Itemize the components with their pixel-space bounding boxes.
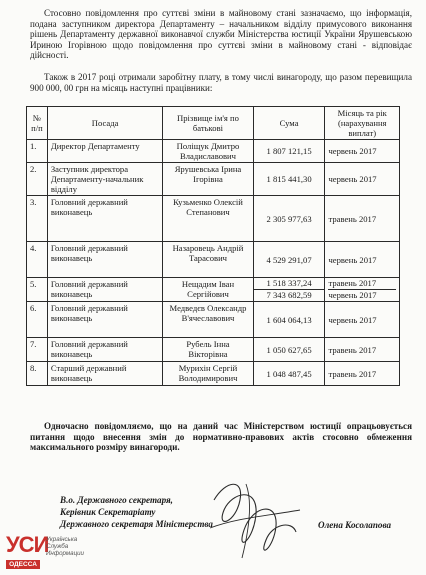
cell-position: Головний державний виконавець (47, 196, 163, 242)
cell-month: червень 2017 (325, 140, 400, 163)
cell-position: Головний державний виконавець (47, 242, 163, 278)
cell-month-split (325, 278, 400, 302)
table-header-row (27, 107, 400, 140)
cell-num: 3. (27, 196, 48, 242)
cell-num: 1. (27, 140, 48, 163)
cell-sum: 1 050 627,65 (253, 338, 325, 362)
cell-sum: 1 518 337,24 (254, 278, 325, 290)
logo-caption-line-1: Українська (46, 536, 78, 543)
table-row (27, 362, 400, 386)
header-position: Посада (47, 107, 163, 140)
logo-caption (46, 536, 84, 557)
logo-caption-line-3: Информации (46, 550, 84, 557)
salary-table (26, 106, 400, 386)
cell-sum: 1 807 121,15 (253, 140, 325, 163)
table-row (27, 338, 400, 362)
table-row (27, 163, 400, 196)
signatory-line-2: Керівник Секретаріату (60, 507, 156, 517)
header-num: № п/п (27, 107, 48, 140)
cell-name: Ярушевська Ірина Ігорівна (163, 163, 253, 196)
cell-num: 7. (27, 338, 48, 362)
cell-sum: 1 815 441,30 (253, 163, 325, 196)
cell-position: Заступник директора Департаменту-начальник відділу (47, 163, 163, 196)
cell-sum: 1 604 064,13 (253, 302, 325, 338)
cell-month: травень 2017 (325, 196, 400, 242)
intro-paragraph-2: Також в 2017 році отримали заробітну плату, в тому числі винагороду, що разом перевищила 900 000, 00 грн на місяць наступні працівники: (30, 72, 412, 93)
logo-city-badge: ОДЕССА (6, 560, 40, 569)
cell-position: Директор Департаменту (47, 140, 163, 163)
cell-name: Поліщук Дмитро Владиславович (163, 140, 253, 163)
cell-num: 6. (27, 302, 48, 338)
signer-name: Олена Косолапова (318, 520, 392, 530)
signatory-line-1: В.о. Державного секретаря, (60, 495, 173, 505)
cell-name: Рубель Інна Вікторівна (163, 338, 253, 362)
cell-sum: 2 305 977,63 (253, 196, 325, 242)
cell-name: Кузьменко Олексій Степанович (163, 196, 253, 242)
cell-num: 5. (27, 278, 48, 302)
cell-name: Медведєв Олександр В'ячеславович (163, 302, 253, 338)
cell-sum: 4 529 291,07 (253, 242, 325, 278)
header-sum: Сума (253, 107, 325, 140)
watermark-logo (2, 532, 92, 572)
cell-month: червень 2017 (325, 242, 400, 278)
table-row (27, 140, 400, 163)
cell-position: Головний державний виконавець (47, 338, 163, 362)
closing-paragraph: Одночасно повідомляємо, що на даний час Міністерством юстиції опрацьовується питання щодо внесення змін до нормативно-правових актів стосовно обмеження максимального розміру винагороди. (30, 421, 412, 453)
logo-caption-line-2: Служба (46, 543, 69, 550)
cell-month: травень 2017 (325, 338, 400, 362)
table-row (27, 242, 400, 278)
cell-month: травень 2017 (325, 362, 400, 386)
cell-position: Головний державний виконавець (47, 302, 163, 338)
cell-sum: 1 048 487,45 (253, 362, 325, 386)
logo-text: УСИ (6, 532, 49, 557)
cell-sum-split (253, 278, 325, 302)
cell-month: травень 2017 (328, 278, 396, 290)
cell-position: Старший державний виконавець (47, 362, 163, 386)
signatory-line-3: Державного секретаря Міністерства (60, 519, 213, 529)
cell-num: 4. (27, 242, 48, 278)
cell-num: 2. (27, 163, 48, 196)
cell-sum-2: 7 343 682,59 (266, 290, 312, 300)
cell-month: червень 2017 (325, 302, 400, 338)
cell-name: Мурихін Сергій Володимирович (163, 362, 253, 386)
table-row (27, 302, 400, 338)
header-month: Місяць та рік (нарахування виплат) (325, 107, 400, 140)
table-row (27, 196, 400, 242)
cell-position: Головний державний виконавець (47, 278, 163, 302)
intro-paragraph: Стосовно повідомлення про суттєві зміни в майновому стані зазначаємо, що інформація, подана заступником директора Департаменту – начальником відділу примусового виконання рішень Департаменту державної виконавчої служби Міністерства юстиції України Ярушевською Ириною Ігорівною щодо повідомлення про суттєві зміни в майновому стані - відповідає дійсності. (30, 8, 412, 61)
header-name: Прізвище ім'я по батькові (163, 107, 253, 140)
cell-name: Назаровець Андрій Тарасович (163, 242, 253, 278)
handwritten-signature (196, 470, 308, 566)
cell-name: Нещадим Іван Сергійович (163, 278, 253, 302)
cell-num: 8. (27, 362, 48, 386)
cell-month: червень 2017 (325, 163, 400, 196)
cell-month-2: червень 2017 (328, 290, 377, 300)
table-row (27, 278, 400, 302)
